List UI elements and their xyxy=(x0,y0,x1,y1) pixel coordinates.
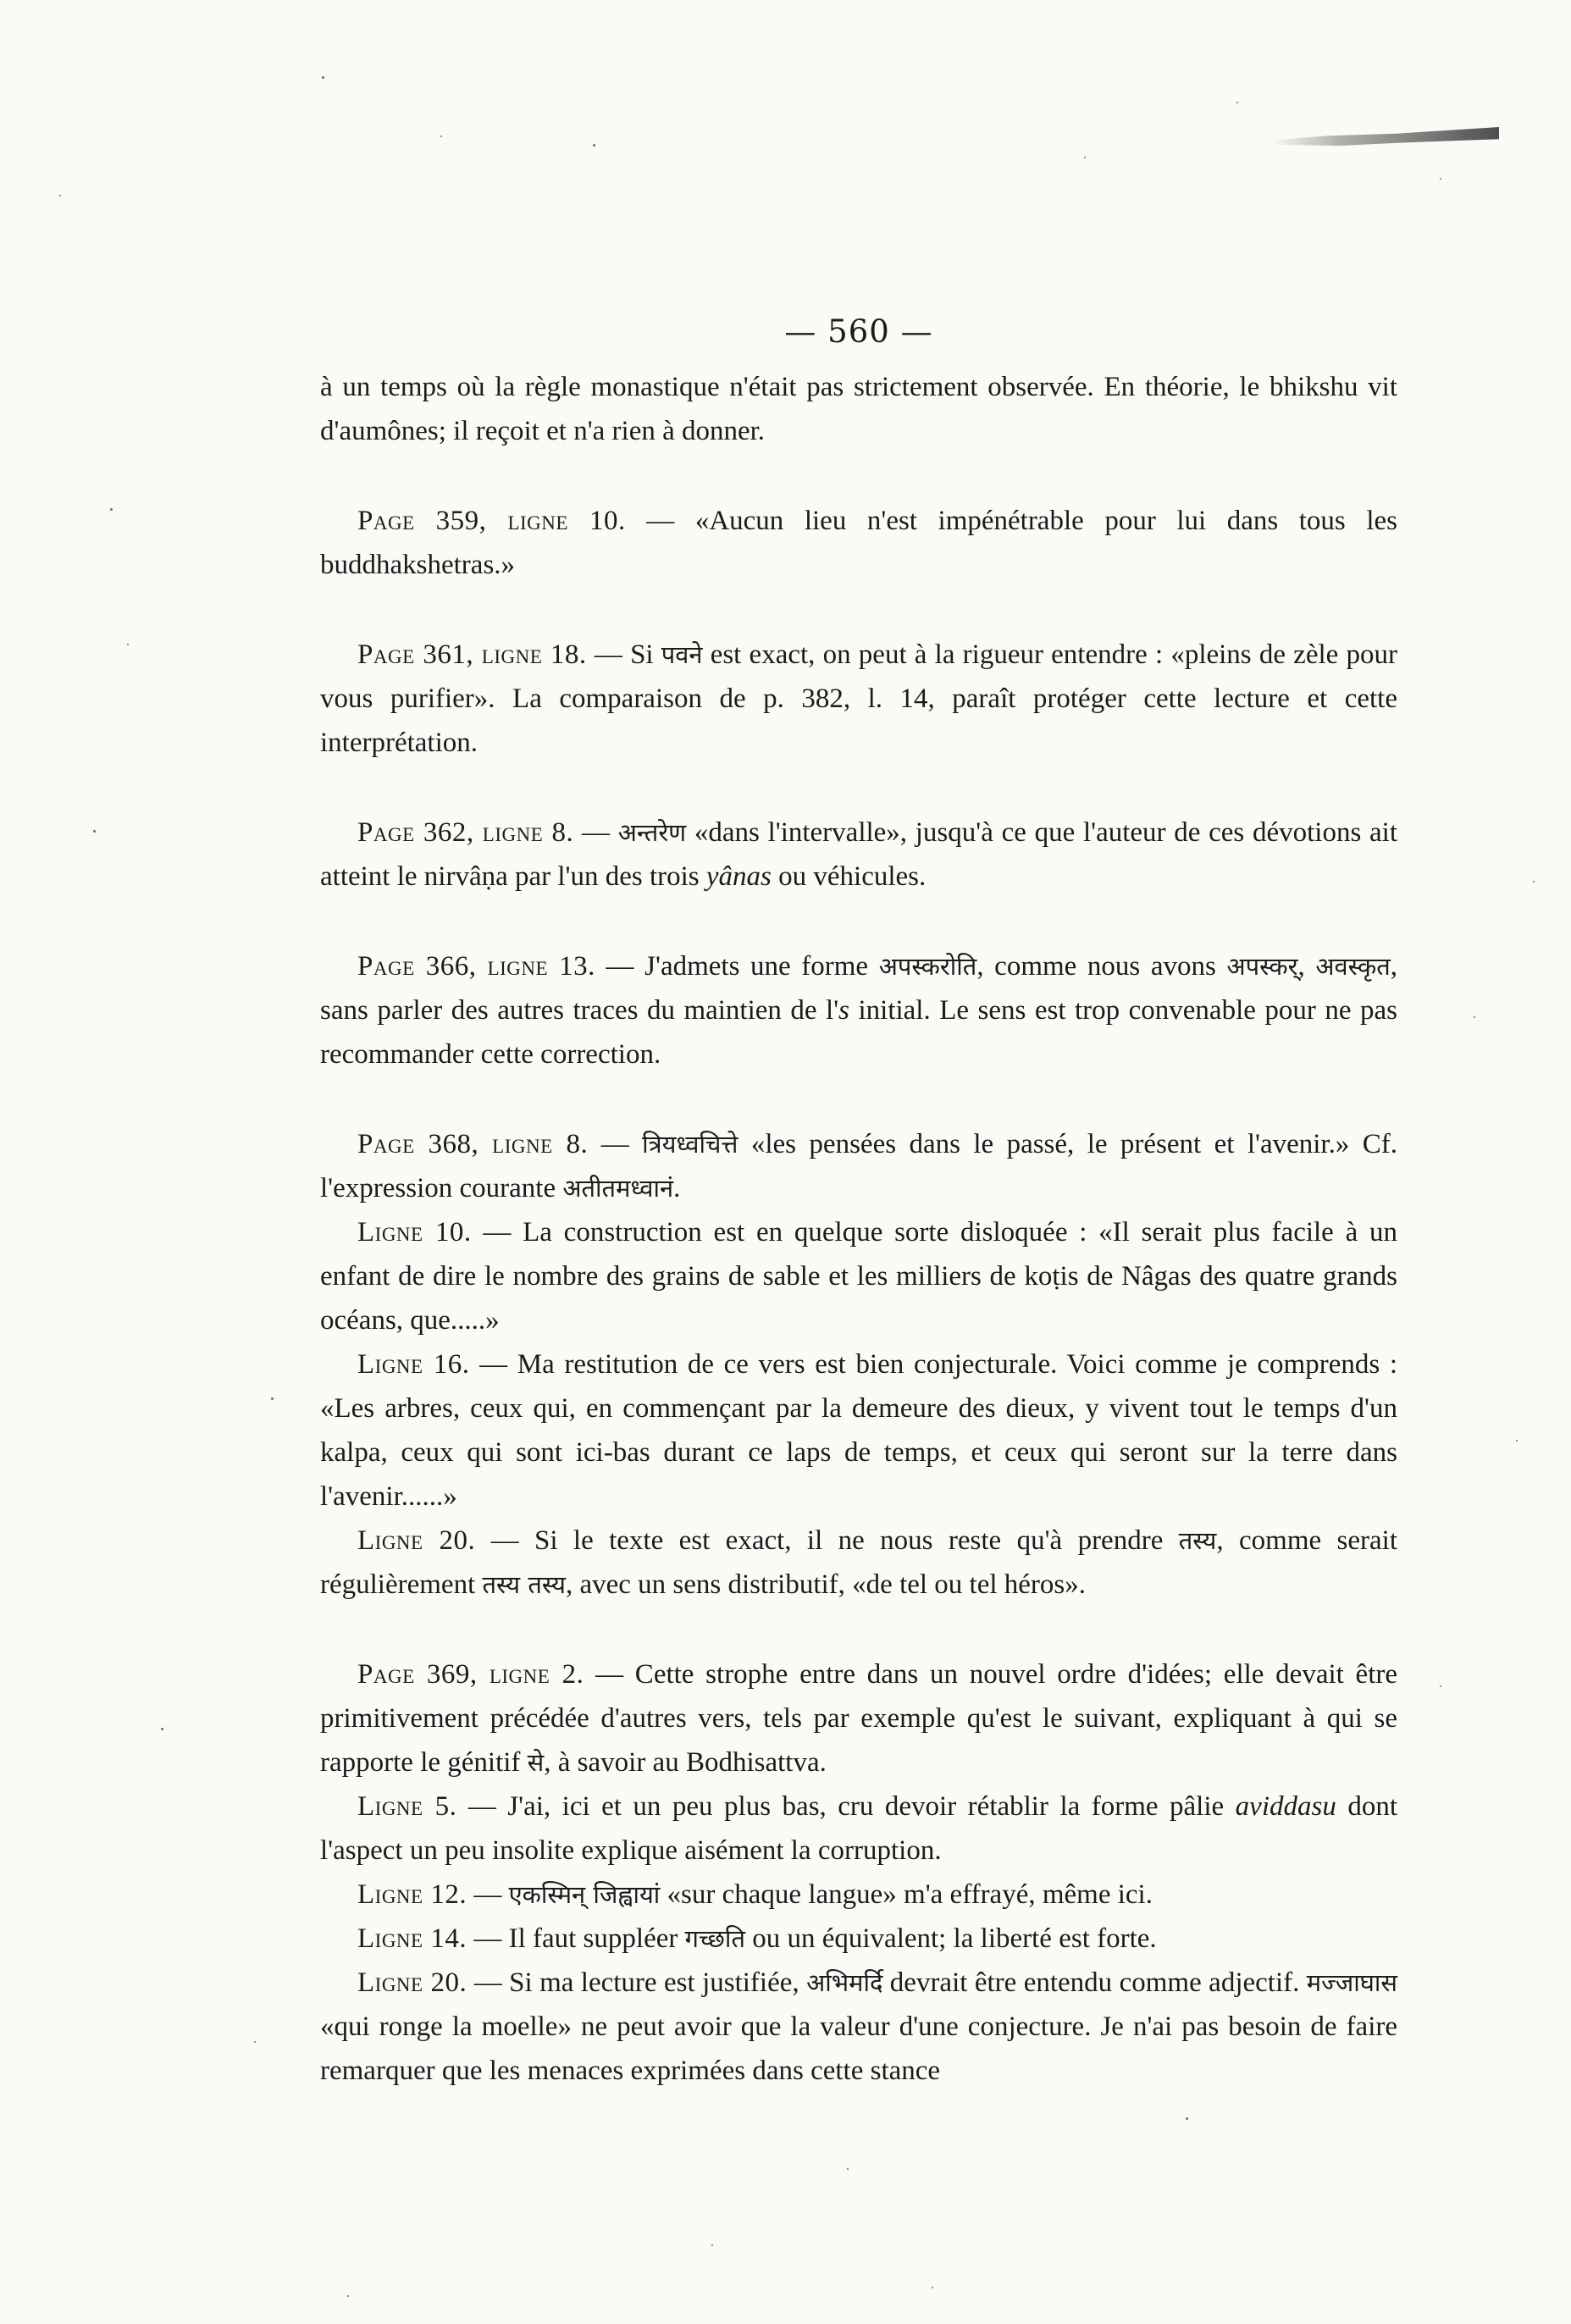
note-text: dont l'aspect un peu insolite explique aisément la corruption. xyxy=(320,1791,1398,1866)
note-text: — La construction est en quelque sorte disloquée : «Il serait plus facile à un enfant de dire le nombre des grains de sable et les milliers de koṭis de Nâgas des quatre grands océans, que.....» xyxy=(320,1217,1397,1336)
devanagari-term: अन्तरेण xyxy=(617,818,687,847)
note-text: «les pensées dans le passé, le présent et l'avenir.» Cf. l'expression courante xyxy=(320,1129,1397,1204)
note-text: — xyxy=(588,1129,643,1159)
devanagari-term: तस्य तस्य xyxy=(482,1570,566,1599)
note-text: ou un équivalent; la liberté est forte. xyxy=(744,1923,1157,1954)
devanagari-term: से xyxy=(527,1748,545,1777)
scan-speck xyxy=(1533,881,1535,883)
note-text: — xyxy=(573,817,618,848)
note-text: — xyxy=(467,1879,509,1910)
scan-speck xyxy=(711,2244,713,2246)
scan-speck xyxy=(110,508,113,511)
note-paragraph xyxy=(320,1122,1397,1210)
note-paragraph xyxy=(320,811,1397,899)
devanagari-term: एकस्मिन् जिह्वायां xyxy=(508,1880,661,1909)
page-line-reference: Page 368, ligne 8. xyxy=(357,1129,589,1159)
page-line-reference: Page 359, ligne 10. xyxy=(357,506,626,536)
scan-speck xyxy=(593,144,595,147)
note-text: — Il faut suppléer xyxy=(467,1923,685,1954)
italic-term: s xyxy=(838,995,849,1026)
devanagari-term: अवस्कृत xyxy=(1315,952,1391,981)
devanagari-term: गच्छति xyxy=(684,1924,745,1953)
devanagari-term: त्रियध्वचित्ते xyxy=(642,1130,738,1159)
note-paragraph xyxy=(320,499,1397,587)
page-line-reference: Ligne 14. xyxy=(357,1923,467,1954)
note-text: . xyxy=(673,1173,681,1204)
note-text: , avec un sens distributif, «de tel ou tel héros». xyxy=(565,1569,1087,1600)
note-text: — Cette strophe entre dans un nouvel ordre d'idées; elle devait être primitivement précédée d'autres vers, tels par exemple qu'est le suivant, expliquant à qui se rapporte le génitif xyxy=(320,1659,1397,1778)
scan-speck xyxy=(1440,178,1441,180)
note-text: — J'admets une forme xyxy=(595,951,879,982)
note-text: , sans parler des autres traces du maintien de l' xyxy=(320,951,1398,1026)
scan-speck xyxy=(59,195,61,196)
page-line-reference: Ligne 20. xyxy=(357,1967,467,1998)
note-text: — Si le texte est exact, il ne nous reste qu'à prendre xyxy=(475,1525,1179,1556)
page-line-reference: Page 362, ligne 8. xyxy=(357,817,574,848)
note-paragraph xyxy=(320,365,1397,453)
page-line-reference: Ligne 16. xyxy=(357,1349,470,1380)
devanagari-term: अपस्कर् xyxy=(1226,952,1298,981)
scan-speck xyxy=(440,136,442,137)
devanagari-term: मज्जाघास xyxy=(1306,1968,1397,1997)
page-line-reference: Ligne 10. xyxy=(357,1217,472,1248)
page-line-reference: Page 361, ligne 18. xyxy=(357,639,587,670)
scan-speck xyxy=(161,1728,163,1730)
scan-speck xyxy=(93,830,96,833)
scan-speck xyxy=(254,2041,256,2043)
note-text: — Si xyxy=(586,639,661,670)
devanagari-term: पवने xyxy=(661,640,703,669)
scan-speck xyxy=(347,2295,349,2297)
note-entry xyxy=(320,499,1397,587)
devanagari-term: अपस्करोति xyxy=(878,952,977,981)
note-text: «qui ronge la moelle» ne peut avoir que la valeur d'une conjecture. Je n'ai pas besoin de faire remarquer que les menaces exprimées dans cette stance xyxy=(320,2011,1397,2086)
note-text: — Ma restitution de ce vers est bien conjecturale. Voici comme je comprends : «Les arbres, ceux qui, en commençant par la demeure des dieux, y vivent tout le temps d'un kalpa, ceux qui sont ici-bas durant ce laps de temps, et ceux qui seront sur la terre dans l'avenir......» xyxy=(320,1349,1397,1512)
devanagari-term: तस्य xyxy=(1178,1526,1217,1555)
note-paragraph xyxy=(320,1961,1397,2093)
page-line-reference: Ligne 20. xyxy=(357,1525,476,1556)
note-paragraph xyxy=(320,1917,1397,1961)
note-text: — «Aucun lieu n'est impénétrable pour lui dans tous les buddhakshetras.» xyxy=(320,506,1397,580)
scan-artifact-mark xyxy=(1270,127,1499,149)
note-text: — J'ai, ici et un peu plus bas, cru devoir rétablir la forme pâlie xyxy=(456,1791,1236,1822)
scan-speck xyxy=(932,2287,933,2288)
note-text: initial. Le sens est trop convenable pour ne pas recommander cette correction. xyxy=(320,995,1397,1070)
note-paragraph xyxy=(320,1519,1397,1607)
note-paragraph xyxy=(320,1342,1397,1519)
page-line-reference: Page 366, ligne 13. xyxy=(357,951,595,982)
page-line-reference: Page 369, ligne 2. xyxy=(357,1659,584,1690)
note-entry xyxy=(320,1122,1397,1607)
note-paragraph xyxy=(320,1210,1397,1342)
devanagari-term: अभिमर्दि xyxy=(806,1968,883,1997)
page-line-reference: Ligne 5. xyxy=(357,1791,457,1822)
note-text: , comme serait régulièrement xyxy=(320,1525,1397,1600)
page-number: — 560 — xyxy=(784,313,933,350)
note-text: ou véhicules. xyxy=(771,861,927,892)
note-entry xyxy=(320,365,1397,453)
note-entry xyxy=(320,944,1397,1076)
scan-speck xyxy=(1440,1685,1441,1687)
note-paragraph xyxy=(320,1652,1397,1784)
scan-speck xyxy=(1084,157,1086,158)
note-paragraph xyxy=(320,633,1397,765)
note-text: — Si ma lecture est justifiée, xyxy=(467,1967,807,1998)
note-text: à un temps où la règle monastique n'était pas strictement observée. En théorie, le bhikshu vit d'aumônes; il reçoit et n'a rien à donner. xyxy=(320,372,1397,446)
note-text: , xyxy=(1297,951,1316,982)
scan-speck xyxy=(271,1397,274,1400)
italic-term: aviddasu xyxy=(1235,1791,1336,1822)
note-text: , comme nous avons xyxy=(976,951,1227,982)
italic-term: yânas xyxy=(705,861,772,892)
scan-speck xyxy=(847,2168,849,2170)
note-paragraph xyxy=(320,1873,1397,1917)
scan-speck xyxy=(1516,1440,1518,1441)
devanagari-term: अतीतमध्वानं xyxy=(562,1174,674,1203)
scan-speck xyxy=(127,644,129,645)
note-paragraph xyxy=(320,1784,1397,1873)
scan-speck xyxy=(322,76,324,79)
note-text: , à savoir au Bodhisattva. xyxy=(544,1747,827,1778)
page-body xyxy=(320,313,1397,2139)
note-text: «dans l'intervalle», jusqu'à ce que l'auteur de ces dévotions ait atteint le nirvâṇa par l'un des trois xyxy=(320,817,1397,892)
page-line-reference: Ligne 12. xyxy=(357,1879,467,1910)
note-text: devrait être entendu comme adjectif. xyxy=(882,1967,1307,1998)
note-text: est exact, on peut à la rigueur entendre : «pleins de zèle pour vous purifier». La comparaison de p. 382, l. 14, paraît protéger cette lecture et cette interprétation. xyxy=(320,639,1397,758)
note-entry xyxy=(320,811,1397,899)
scan-speck xyxy=(1236,102,1238,103)
note-text: «sur chaque langue» m'a effrayé, même ici. xyxy=(660,1879,1153,1910)
note-entry xyxy=(320,633,1397,765)
note-entry xyxy=(320,1652,1397,2093)
notes-list xyxy=(320,365,1397,2093)
note-paragraph xyxy=(320,944,1397,1076)
scan-speck xyxy=(1474,1016,1475,1018)
